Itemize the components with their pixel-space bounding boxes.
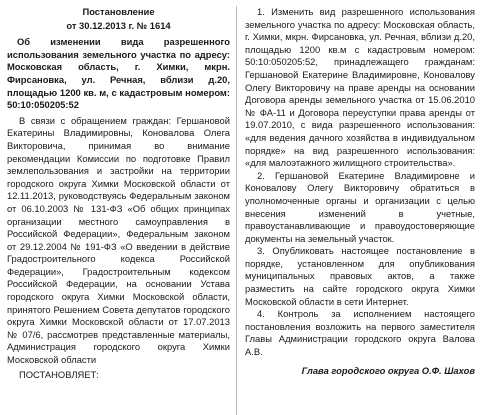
signature-line: Глава городского округа О.Ф. Шахов xyxy=(301,364,475,376)
item-1: 1. Изменить вид разрешенного использования земельного участка по адресу: Московская область, г. Химки, мкрн. Фирсановка, ул. Речная, вблизи д.20, площадью 1200 кв.м с кадастровым номером: 50:10:050205:52, принадлежащего гражданам: Гершановой Екатерине Владимировне, Коновалову Олегу Викторовичу на праве аренды на основании Договора аренды земельного участка от 15.06.2010 № ФА-11 и Договора переуступки права аренды от 19.07.2010, с вида разрешенного использования: «для ведения дачного хозяйства в индивидуальном порядке» на вид разрешенного использования: «для малоэтажного жилищного строительства». xyxy=(245,6,475,169)
document-title: Постановление xyxy=(82,6,155,17)
item-4: 4. Контроль за исполнением настоящего постановления возложить на первого заместителя Главы Администрации городского округа Валова А.В. xyxy=(245,308,475,358)
resolve-word: ПОСТАНОВЛЯЕТ: xyxy=(19,368,99,380)
document-number: от 30.12.2013 г. № 1614 xyxy=(66,19,171,31)
document-subject: Об изменении вида разрешенного использования земельного участка по адресу: Московская область, г. Химки, мкрн. Фирсановка, ул. Речная, вблизи д.20, площадью 1200 кв. м, с кадастровым номером: 50:10:050205:52 xyxy=(7,36,230,111)
item-2: 2. Гершановой Екатерине Владимировне и Коновалову Олегу Викторовичу обратиться в уполномоченные органы и организации с целью внесения изменений в учетные, правоустанавливающие и правоудостоверяющие документы на земельный участок. xyxy=(245,169,475,244)
item-3: 3. Опубликовать настоящее постановление в порядке, установленном для опубликования муниципальных правовых актов, а также разместить на сайте городского округа Химки Московской области в сети Интернет. xyxy=(245,245,475,307)
preamble-paragraph: В связи с обращением граждан: Гершановой Екатерины Владимировны, Коноваловa Олега Викторовича, принимая во внимание рекомендации Комиссии по подготовке Правил землепользования и застройки на территории городского округа Химки Московской области от 12.11.2013, руководствуясь Федеральным законом от 06.10.2003 № 131-ФЗ «Об общих принципах организации местного самоуправления в Российской Федерации», Федеральным законом от 29.12.2004 № 191-ФЗ «О введении в действие Градостроительного кодекса Российской Федерации», Градостроительным кодексом Российской Федерации, на основании Устава городского округа Химки Московской области, принятого Решением Совета депутатов городского округа Химки Московской области от 17.07.2013 № 07/6, рассмотрев представленные материалы, Администрация городского округа Химки Московской области xyxy=(7,114,230,366)
left-column xyxy=(7,6,237,415)
right-column xyxy=(245,6,475,415)
